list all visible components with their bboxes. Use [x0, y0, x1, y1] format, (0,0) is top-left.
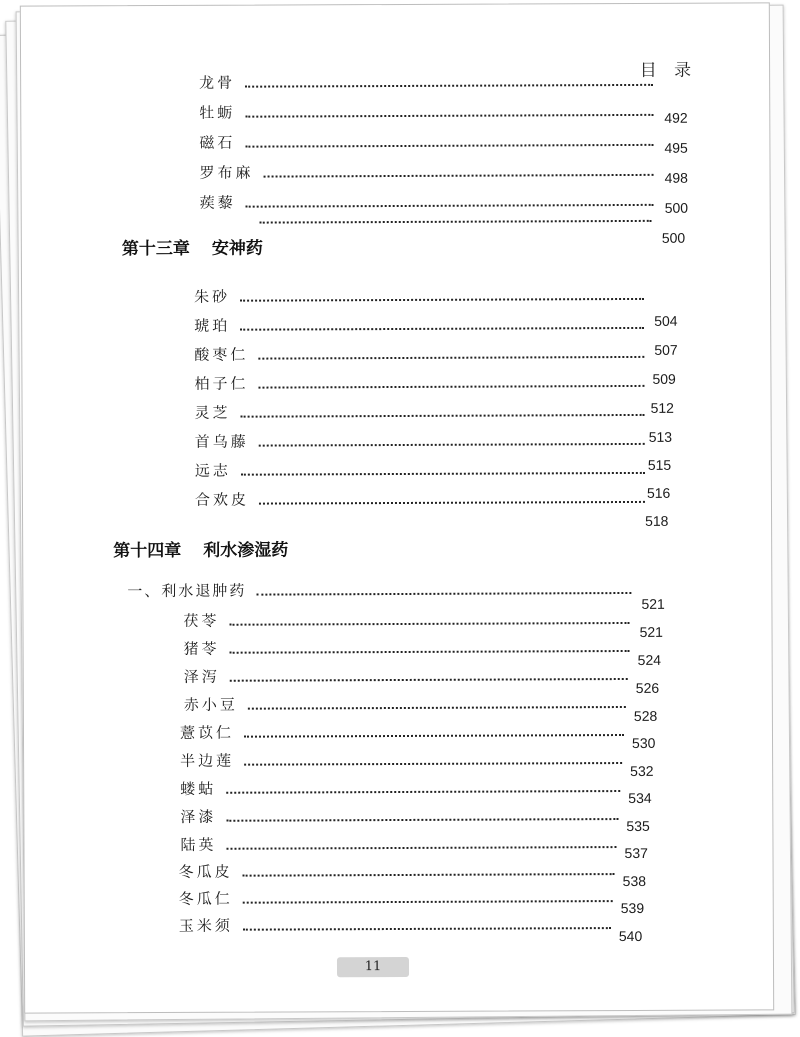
toc-entry: 泽漆 [180, 804, 624, 827]
toc-entry: 蒺藜 [200, 190, 660, 213]
toc-page [20, 2, 774, 1013]
page-number: 513 [648, 428, 673, 445]
chapter-heading: 第十三章 安神药 [121, 238, 263, 260]
toc-entry: 首乌藤 [195, 429, 651, 452]
page-number: 537 [624, 844, 648, 862]
toc-entry: 琥珀 [194, 313, 650, 336]
running-head: 目 录 [639, 60, 698, 81]
page-number: 515 [647, 456, 672, 473]
page-number: 512 [650, 399, 674, 416]
toc-entry: 冬瓜皮 [179, 859, 621, 882]
page-number: 540 [618, 927, 643, 945]
page-number: 504 [654, 312, 678, 329]
page-number: 495 [664, 139, 688, 156]
page-number: 498 [664, 169, 688, 186]
toc-leader-row [260, 220, 658, 227]
chapter-heading: 第十四章 利水渗湿药 [113, 540, 289, 562]
toc-entry: 远志 [195, 458, 651, 481]
toc-entry: 赤小豆 [184, 692, 632, 715]
toc-entry: 猪苓 [184, 636, 636, 659]
page-number: 516 [646, 484, 671, 501]
page-number: 534 [628, 789, 652, 806]
toc-entry: 朱砂 [194, 284, 650, 307]
toc-subheading: 一、利水退肿药 [127, 578, 637, 601]
toc-entry: 灵芝 [195, 400, 651, 423]
toc-entry: 茯苓 [183, 608, 635, 631]
page-number: 528 [633, 707, 658, 724]
folio-badge [337, 957, 409, 977]
page-number: 521 [639, 623, 663, 640]
page-number: 526 [635, 679, 660, 696]
toc-entry: 牡蛎 [199, 100, 659, 123]
page-number: 530 [631, 734, 656, 751]
page-number: 539 [620, 899, 645, 917]
toc-entry: 龙骨 [199, 70, 659, 93]
toc-entry: 陆英 [180, 832, 622, 855]
page-number: 518 [645, 512, 669, 529]
page-number: 507 [654, 341, 678, 358]
toc-entry: 冬瓜仁 [179, 886, 619, 909]
toc-entry: 蝼蛄 [180, 776, 626, 799]
page-number: 524 [637, 651, 662, 668]
page-number: 492 [664, 109, 688, 126]
page-number: 509 [652, 370, 676, 387]
page-number: 538 [622, 872, 647, 890]
folio-page-number: 11 [364, 959, 382, 975]
page-number: 535 [626, 817, 650, 835]
toc-entry: 半边莲 [180, 748, 628, 771]
page-number: 521 [641, 595, 665, 612]
page-number: 500 [661, 229, 686, 246]
toc-entry: 薏苡仁 [180, 720, 630, 743]
toc-entry: 柏子仁 [194, 371, 650, 394]
toc-entry: 玉米须 [179, 913, 617, 936]
toc-entry: 合欢皮 [195, 487, 651, 510]
toc-entry: 酸枣仁 [194, 342, 650, 365]
page-number: 532 [630, 762, 654, 779]
toc-entry: 泽泻 [184, 664, 634, 687]
page-number: 500 [664, 199, 689, 216]
toc-entry: 罗布麻 [199, 160, 659, 183]
toc-entry: 磁石 [199, 130, 659, 153]
